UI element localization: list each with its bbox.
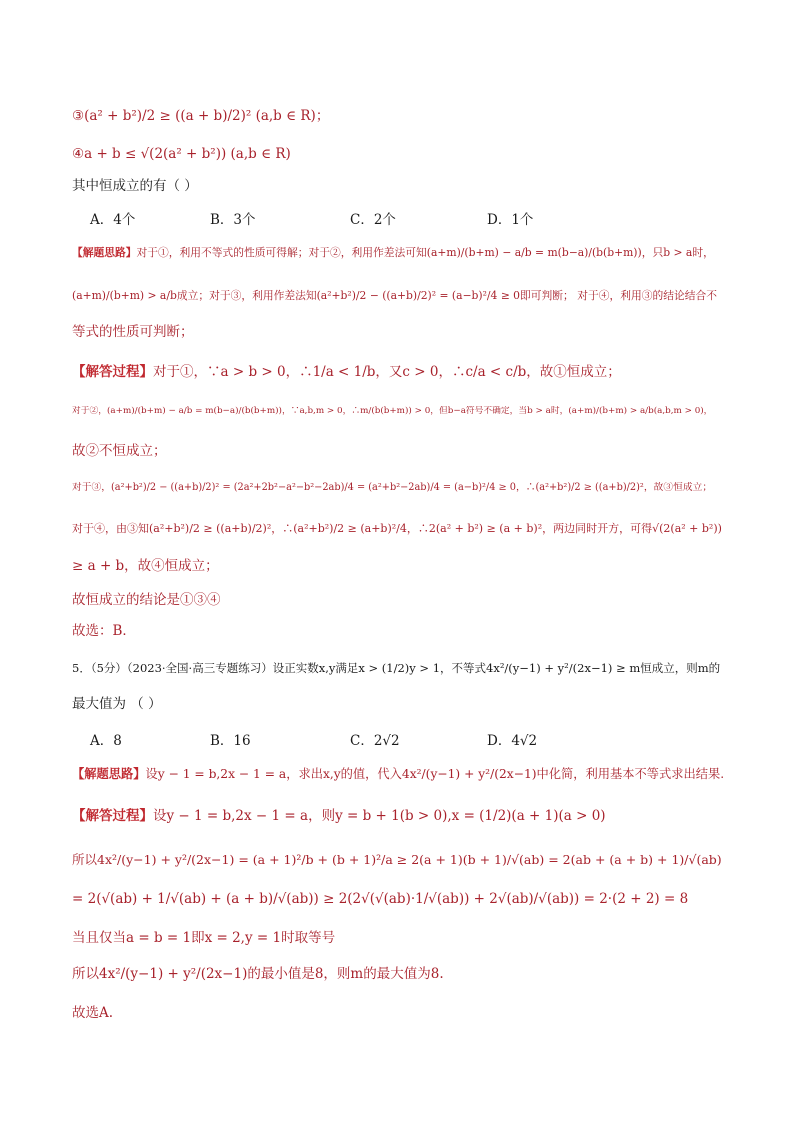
q5-option-a: A．8 <box>90 733 122 749</box>
q5-solution-idea-line-1 <box>72 767 728 782</box>
q5-solution-process-line-3: = 2(√(ab) + 1/√(ab) + (a + b)/√(ab)) ≥ 2(2√(√(ab)·1/√(ab)) + 2√(ab)/√(ab)) = 2·(2 + 2) = 8 <box>72 891 689 907</box>
solution-conclusion: 故恒成立的结论是①③④ <box>72 592 221 608</box>
solution-process-line-5: 对于④，由③知(a²+b²)/2 ≥ ((a+b)/2)²，∴(a²+b²)/2 ≥ (a+b)²/4，∴2(a² + b²) ≥ (a + b)²，两边同时开方，可得√(2(a² + b²)) <box>72 522 722 535</box>
option-b: B．3个 <box>210 212 256 228</box>
q5-solution-process-line-1 <box>72 808 728 825</box>
solution-idea-line-2: (a+m)/(b+m) > a/b成立；对于③，利用作差法知(a²+b²)/2 − ((a+b)/2)² = (a−b)²/4 ≥ 0即可判断； 对于④，利用③的结论结合不 <box>72 289 717 302</box>
statement-3: ③(a² + b²)/2 ≥ ((a + b)/2)² (a,b ∈ R)； <box>72 108 330 124</box>
q5-solution-idea-tag: 【解题思路】 <box>72 767 146 781</box>
solution-idea-line-3: 等式的性质可判断； <box>72 324 194 340</box>
solution-idea-text: 对于①，利用不等式的性质可得解；对于②，利用作差法可知(a+m)/(b+m) − a/b = m(b−a)/(b(b+m))，只b > a时， <box>136 246 714 259</box>
question-5-stem-line-2: 最大值为 （ ） <box>72 696 162 712</box>
statement-4: ④a + b ≤ √(2(a² + b²)) (a,b ∈ R) <box>72 146 291 162</box>
solution-idea-line-1 <box>72 246 728 259</box>
solution-process-line-6: ≥ a + b，故④恒成立； <box>72 558 219 574</box>
question-5-stem-line-1: 5．（5分）（2023·全国·高三专题练习）设正实数x,y满足x > (1/2)y > 1，不等式4x²/(y−1) + y²/(2x−1) ≥ m恒成立，则m的 <box>72 661 721 675</box>
q5-solution-process-tag: 【解答过程】 <box>72 808 153 824</box>
q5-option-b: B．16 <box>210 733 251 749</box>
solution-process-text: 对于①，∵a > b > 0，∴1/a < 1/b，又c > 0，∴c/a < c/b，故①恒成立； <box>153 364 621 380</box>
q5-option-d: D．4√2 <box>487 733 538 749</box>
question-4-stem: 其中恒成立的有（ ） <box>72 178 198 194</box>
option-d: D．1个 <box>487 212 534 228</box>
solution-process-line-2: 对于②，(a+m)/(b+m) − a/b = m(b−a)/(b(b+m))，∵a,b,m > 0，∴m/(b(b+m)) > 0，但b−a符号不确定，当b > a时，(a+m)/(b+m) > a/b(a,b,m > 0)， <box>72 406 713 416</box>
option-c: C．2个 <box>350 212 396 228</box>
answer-choice: 故选：B． <box>72 623 136 639</box>
q5-solution-process-text: 设y − 1 = b,2x − 1 = a，则y = b + 1(b > 0),x = (1/2)(a + 1)(a > 0) <box>153 808 606 824</box>
solution-process-tag: 【解答过程】 <box>72 364 153 380</box>
option-a: A．4个 <box>90 212 136 228</box>
solution-process-line-4: 对于③，(a²+b²)/2 − ((a+b)/2)² = (2a²+2b²−a²−b²−2ab)/4 = (a²+b²−2ab)/4 = (a−b)²/4 ≥ 0，∴(a²+b²)/2 ≥ ((a+b)/2)²，故③恒成立； <box>72 482 713 493</box>
solution-process-line-1 <box>72 364 728 381</box>
q5-option-c: C．2√2 <box>350 733 400 749</box>
solution-process-line-3: 故②不恒成立； <box>72 443 167 459</box>
q5-answer-choice: 故选A. <box>72 1005 114 1021</box>
q5-solution-process-line-4: 当且仅当a = b = 1即x = 2,y = 1时取等号 <box>72 930 336 946</box>
q5-solution-idea-text: 设y − 1 = b,2x − 1 = a，求出x,y的值，代入4x²/(y−1) + y²/(2x−1)中化简，利用基本不等式求出结果. <box>145 767 725 781</box>
q5-solution-process-line-5: 所以4x²/(y−1) + y²/(2x−1)的最小值是8，则m的最大值为8. <box>72 966 444 982</box>
solution-idea-tag: 【解题思路】 <box>72 246 137 259</box>
q5-solution-process-line-2: 所以4x²/(y−1) + y²/(2x−1) = (a + 1)²/b + (b + 1)²/a ≥ 2(a + 1)(b + 1)/√(ab) = 2(ab + (a + b) + 1)/√(ab) <box>72 852 722 867</box>
